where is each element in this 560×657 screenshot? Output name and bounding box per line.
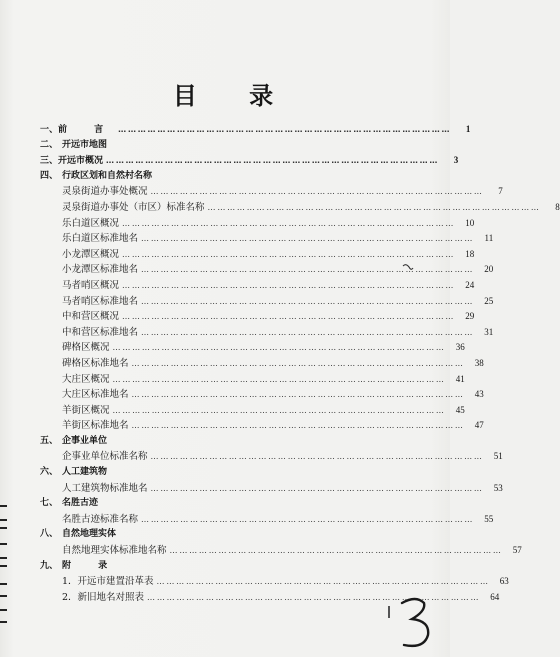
- toc-section-row: [40, 138, 420, 154]
- toc-entry-row: [40, 590, 500, 606]
- entry-title: 企事业单位标准名称: [62, 451, 148, 463]
- section-number: 三、: [40, 156, 59, 167]
- dot-leader: …………………………………………………………………………………………: [131, 358, 465, 368]
- page-number: 41: [455, 373, 465, 384]
- page-number: 29: [465, 311, 475, 322]
- section-number: 八、: [40, 529, 59, 540]
- section-title: 附 录: [62, 560, 120, 571]
- page-number: 25: [484, 295, 494, 306]
- section-number: 二、: [40, 139, 59, 150]
- entry-title: 羊街区标准地名: [62, 420, 129, 432]
- section-title: 前 言: [58, 125, 116, 135]
- dot-leader: …………………………………………………………………………………………: [141, 234, 475, 244]
- page-number: 18: [465, 248, 475, 259]
- dot-leader: …………………………………………………………………………………………: [147, 592, 481, 602]
- entry-title: 羊街区概况: [62, 404, 110, 416]
- dot-leader: …………………………………………………………………………………………: [141, 327, 475, 337]
- entry-title: 马者哨区概况: [62, 279, 120, 291]
- dot-leader: …………………………………………………………………………………………: [112, 405, 446, 415]
- entry-title: 碑格区概况: [62, 342, 110, 354]
- section-title: 开远市概况: [58, 156, 104, 167]
- section-title: 人工建筑物: [62, 467, 108, 478]
- entry-title: 人工建筑物标准地名: [62, 482, 148, 494]
- toc-entry-row: [40, 449, 503, 465]
- toc-section-row: [40, 496, 420, 512]
- dot-leader: …………………………………………………………………………………………: [122, 218, 456, 228]
- toc-section-row: [40, 153, 459, 169]
- page-number: 64: [490, 591, 500, 602]
- toc-entry-row: [40, 340, 465, 356]
- dot-leader: …………………………………………………………………………………………: [122, 280, 456, 290]
- pencil-tick-mark: [388, 606, 390, 618]
- page-number: 55: [484, 513, 494, 524]
- toc-entry-row: [40, 356, 484, 372]
- toc-section-row: [40, 434, 420, 450]
- toc-entry-row: [40, 247, 475, 263]
- toc-entry-row: [40, 216, 475, 232]
- page-number: 51: [493, 451, 503, 462]
- section-title: 名胜古迹: [62, 498, 99, 509]
- entry-title: 大庄区概况: [62, 373, 110, 385]
- page-number: 53: [493, 482, 503, 493]
- section-number: 四、: [40, 170, 59, 181]
- toc-entry-row: [40, 403, 465, 419]
- dot-leader: …………………………………………………………………………………………: [150, 187, 484, 197]
- toc-section-row: [40, 465, 420, 481]
- page-number: 38: [474, 357, 484, 368]
- page-number: 7: [498, 186, 503, 197]
- dot-leader: …………………………………………………………………………………………: [169, 546, 503, 556]
- toc-section-row: [40, 122, 471, 138]
- entry-title: 1．开远市建置沿革表: [62, 576, 154, 588]
- dot-leader: …………………………………………………………………………………………: [141, 514, 475, 524]
- dot-leader: …………………………………………………………………………………………: [131, 390, 465, 400]
- toc-entry-row: [40, 231, 494, 247]
- toc-section-row: [40, 527, 420, 543]
- dot-leader: …………………………………………………………………………………………: [112, 343, 446, 353]
- entry-title: 马者哨区标准地名: [62, 295, 139, 307]
- toc-entry-row: [40, 200, 560, 216]
- entry-title: 中和营区概况: [62, 311, 120, 323]
- page-number: 47: [474, 420, 484, 431]
- entry-title: 灵泉街道办事处（市区）标准名称: [62, 201, 205, 213]
- section-title: 企事业单位: [62, 435, 108, 446]
- page-number: 3: [453, 155, 459, 166]
- entry-title: 灵泉街道办事处概况: [62, 186, 148, 198]
- entry-title: 小龙潭区概况: [62, 248, 120, 260]
- entry-title: 自然地理实体标准地名称: [62, 545, 167, 557]
- toc-section-row: [40, 169, 420, 185]
- entry-title: 小龙潭区标准地名: [62, 264, 139, 276]
- entry-title: 乐白道区标准地名: [62, 233, 139, 245]
- section-number: 一、: [40, 125, 59, 135]
- entry-title: 2．新旧地名对照表: [62, 591, 145, 603]
- entry-title: 碑格区标准地名: [62, 357, 129, 369]
- page-number: 63: [499, 576, 509, 587]
- page-number: 1: [465, 124, 471, 134]
- dot-leader: …………………………………………………………………………………………: [112, 374, 446, 384]
- entry-title: 乐白道区概况: [62, 217, 120, 229]
- dot-leader: …………………………………………………………………………………………: [122, 249, 456, 259]
- page-number: 20: [484, 264, 494, 275]
- dot-leader: …………………………………………………………………………………………: [156, 577, 490, 587]
- dot-leader: …………………………………………………………………………………………: [122, 312, 456, 322]
- toc-entry-row: [40, 309, 475, 325]
- section-number: 五、: [40, 435, 59, 446]
- page-number: 8: [555, 201, 560, 212]
- binding-marks: [0, 505, 8, 625]
- toc-entry-row: [40, 418, 484, 434]
- toc-entry-row: [40, 278, 475, 294]
- toc-entry-row: [40, 387, 484, 403]
- page-title: 目 录: [172, 81, 296, 110]
- dot-leader: …………………………………………………………………………………………: [141, 265, 475, 275]
- handwritten-check-mark: [402, 262, 414, 274]
- section-number: 六、: [40, 467, 59, 478]
- toc-entry-row: [40, 512, 494, 528]
- entry-title: 大庄区标准地名: [62, 389, 129, 401]
- dot-leader: …………………………………………………………………………………………: [207, 202, 541, 212]
- page-number: 11: [484, 233, 494, 244]
- toc-entry-row: [40, 372, 465, 388]
- toc-entry-row: [40, 325, 494, 341]
- handwritten-page-number: [396, 593, 436, 653]
- toc-entry-row: [40, 294, 494, 310]
- dot-leader: …………………………………………………………………………………………: [131, 421, 465, 431]
- page-number: 43: [474, 389, 484, 400]
- page-number: 24: [465, 279, 475, 290]
- page-number: 10: [465, 217, 475, 228]
- dot-leader: …………………………………………………………………………………………: [106, 156, 440, 166]
- page-number: 31: [484, 326, 494, 337]
- toc-entry-row: [40, 481, 503, 497]
- section-title: 自然地理实体: [62, 529, 117, 540]
- dot-leader: …………………………………………………………………………………………: [150, 483, 484, 493]
- table-of-contents: [40, 122, 560, 605]
- section-number: 七、: [40, 498, 59, 509]
- section-title: 开远市地图: [62, 139, 108, 150]
- toc-entry-row: [40, 574, 509, 590]
- toc-entry-row: [40, 184, 503, 200]
- dot-leader: …………………………………………………………………………………………: [150, 452, 484, 462]
- toc-section-row: [40, 559, 420, 575]
- section-number: 九、: [40, 560, 59, 571]
- section-title: 行政区划和自然村名称: [62, 170, 153, 181]
- toc-entry-row: [40, 262, 494, 278]
- dot-leader: …………………………………………………………………………………………: [141, 296, 475, 306]
- page-number: 45: [455, 404, 465, 415]
- entry-title: 中和营区标准地名: [62, 326, 139, 338]
- page-number: 36: [455, 342, 465, 353]
- entry-title: 名胜古迹标准名称: [62, 513, 139, 525]
- dot-leader: …………………………………………………………………………………………: [118, 125, 452, 134]
- page-number: 57: [512, 545, 522, 556]
- toc-entry-row: [40, 543, 522, 559]
